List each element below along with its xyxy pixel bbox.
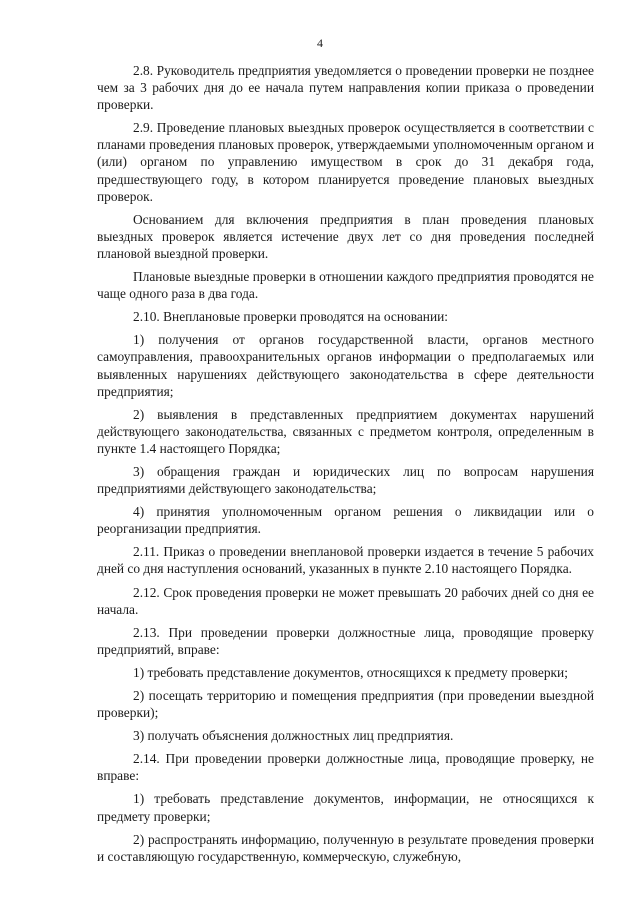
paragraph-2-10: 2.10. Внеплановые проверки проводятся на основании: — [133, 309, 449, 325]
paragraph-2-13-item-1: 1) требовать представление документов, относящихся к предмету проверки; — [133, 664, 568, 680]
paragraph-2-10-item-3: 3) обращения граждан и юридических лиц по вопросам нарушения предприятиями действующего законодательства; — [97, 463, 594, 497]
paragraph-2-13-item-2: 2) посещать территорию и помещения предприятия (при проведении выездной проверки); — [97, 688, 594, 721]
paragraph-planned-basis: Основанием для включения предприятия в план проведения плановых выездных проверок является истечение двух лет со дня проведения последней плановой выездной проверки. — [97, 211, 594, 261]
paragraph-planned-frequency: Плановые выездные проверки в отношении каждого предприятия проводятся не чаще одного раза в два года. — [97, 269, 594, 302]
paragraph-2-14-item-1: 1) требовать представление документов, информации, не относящихся к предмету проверки; — [97, 791, 594, 824]
paragraph-2-9: 2.9. Проведение плановых выездных проверок осуществляется в соответствии с планами проведения плановых проверок, утверждаемыми уполномоченным органом и (или) органом по управлению имуществом в срок до 31 декабря года, предшествующего году, в котором планируется проведение плановых выездных проверок. — [97, 120, 594, 204]
paragraph-2-14-item-2: 2) распространять информацию, полученную в результате проведения проверки и составляющую государственную, коммерческую, служебную, — [97, 831, 594, 864]
document-body — [97, 62, 594, 865]
paragraph-2-13: 2.13. При проведении проверки должностные лица, проводящие проверку предприятий, вправе: — [97, 624, 594, 657]
paragraph-2-8: 2.8. Руководитель предприятия уведомляется о проведении проверки не позднее чем за 3 рабочих дня до ее начала путем направления копии приказа о проведении проверки. — [97, 63, 594, 113]
paragraph-2-10-item-2: 2) выявления в представленных предприятием документах нарушений действующего законодательства, связанных с предметом контроля, определенным в пункте 1.4 настоящего Порядка; — [97, 406, 594, 456]
paragraph-2-13-item-3: 3) получать объяснения должностных лиц предприятия. — [133, 728, 454, 744]
paragraph-2-10-item-4: 4) принятия уполномоченным органом решения о ликвидации или о реорганизации предприятия. — [97, 504, 594, 537]
paragraph-2-10-item-1: 1) получения от органов государственной власти, органов местного самоуправления, правоохранительных органов информации о предполагаемых или выявленных нарушениях действующего законодательства в сфере деятельности предприятия; — [97, 332, 594, 399]
paragraph-2-12: 2.12. Срок проведения проверки не может превышать 20 рабочих дней со дня ее начала. — [97, 584, 594, 617]
page-number: 4 — [317, 36, 323, 50]
paragraph-2-11: 2.11. Приказ о проведении внеплановой проверки издается в течение 5 рабочих дней со дня наступления оснований, указанных в пункте 2.10 настоящего Порядка. — [97, 544, 594, 577]
paragraph-2-14: 2.14. При проведении проверки должностные лица, проводящие проверку, не вправе: — [97, 751, 594, 784]
